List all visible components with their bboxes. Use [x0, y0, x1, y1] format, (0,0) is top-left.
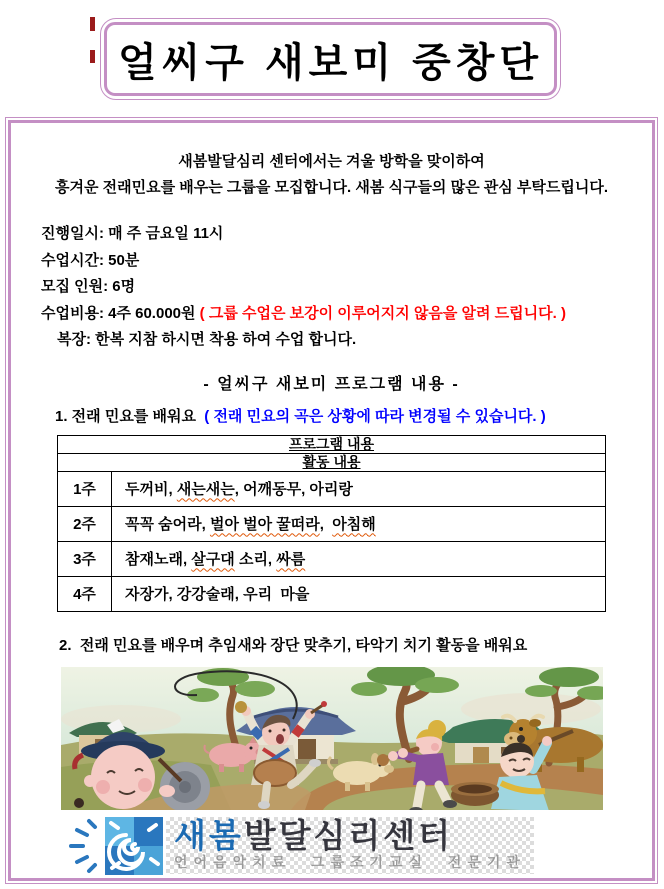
text-segment: 수업시간: 50분 — [41, 251, 140, 269]
logo — [68, 817, 621, 875]
detail-fee — [41, 301, 652, 328]
text-segment: 살구대 — [191, 551, 235, 569]
spiral-sun-icon — [68, 817, 163, 875]
intro-paragraph — [11, 149, 652, 201]
activity-cell — [112, 576, 606, 611]
text-segment: 복장: 한복 지참 하시면 착용 하여 수업 합니다. — [57, 331, 357, 349]
week-cell: 4주 — [58, 576, 112, 611]
program-header: - 얼씨구 새보미 프로그램 내용 - — [203, 375, 460, 393]
intro-line-1: 새봄발달심리 센터에서는 겨울 방학을 맞이하여 — [178, 153, 485, 170]
detail-schedule — [41, 221, 652, 248]
logo-subtitle: 언어음악치료 그룹조기교실 전문기관 — [174, 853, 526, 870]
text-segment: 모집 인원: 6명 — [41, 278, 136, 296]
table-header-row — [58, 435, 606, 453]
logo-name-rest: 발달심리센터 — [243, 816, 454, 854]
program-item-1 — [55, 405, 652, 426]
text-segment: , — [319, 516, 333, 534]
text-segment: 수업비용: 4주 60.000원 — [41, 304, 200, 322]
details-list — [41, 221, 652, 354]
activity-cell — [112, 471, 606, 506]
week-cell: 1주 — [58, 471, 112, 506]
text-segment: ( 전래 민요의 곡은 상황에 따라 변경될 수 있습니다. ) — [204, 407, 546, 425]
title-box-inner — [104, 22, 557, 96]
text-segment: 진행일시: 매 주 금요일 11시 — [41, 225, 224, 242]
detail-duration — [41, 248, 652, 275]
text-segment: 싸름 — [276, 551, 306, 569]
red-mark — [90, 17, 95, 31]
title-box — [100, 18, 561, 100]
week-cell: 2주 — [58, 506, 112, 541]
table-header-row — [58, 453, 606, 471]
activity-cell — [112, 541, 606, 576]
logo-text — [166, 817, 534, 874]
detail-dresscode — [41, 327, 652, 354]
table-row — [58, 576, 606, 611]
text-segment: 소리, — [234, 551, 277, 569]
logo-name — [174, 818, 526, 854]
text-segment: 두꺼비, — [125, 481, 177, 499]
intro-line-2: 흥겨운 전래민요를 배우는 그룹을 모집합니다. 새봄 식구들의 많은 관심 부탁드립니다. — [55, 179, 608, 196]
page-title: 얼씨구 새보미 중창단 — [118, 40, 543, 85]
text-segment: 자장가, 강강술래, 우리 마을 — [125, 586, 310, 604]
table-row — [58, 541, 606, 576]
text-segment: 새는새는 — [176, 481, 235, 499]
week-cell: 3주 — [58, 541, 112, 576]
text-segment: 벌아 벌아 꿀떠라 — [209, 516, 320, 534]
text-segment: 1. 전래 민요를 배워요 — [55, 407, 205, 425]
activity-cell — [112, 506, 606, 541]
text-segment: ( 그룹 수업은 보강이 이루어지지 않음을 알려 드립니다. ) — [199, 304, 566, 322]
main-box-inner — [8, 120, 655, 881]
program-table — [57, 435, 606, 612]
main-box — [5, 117, 658, 884]
table-row — [58, 471, 606, 506]
table-row — [58, 506, 606, 541]
pot — [451, 782, 499, 806]
program-table-body — [58, 435, 606, 611]
table-header-program: 프로그램 내용 — [288, 435, 375, 452]
detail-capacity — [41, 274, 652, 301]
illustration — [61, 667, 603, 810]
logo-name-highlight: 새봄 — [174, 816, 244, 854]
table-header-activity: 활동 내용 — [302, 453, 361, 470]
program-item-2: 2. 전래 민요를 배우며 추임새와 장단 맞추기, 타악기 치기 활동을 배워요 — [59, 636, 528, 654]
text-segment: 참재노래, — [125, 551, 192, 569]
text-segment: 꼭꼭 숨어라, — [125, 516, 210, 534]
text-segment: , 어깨동무, 아리랑 — [234, 481, 353, 499]
red-mark — [90, 50, 95, 63]
text-segment: 아침해 — [332, 516, 376, 534]
